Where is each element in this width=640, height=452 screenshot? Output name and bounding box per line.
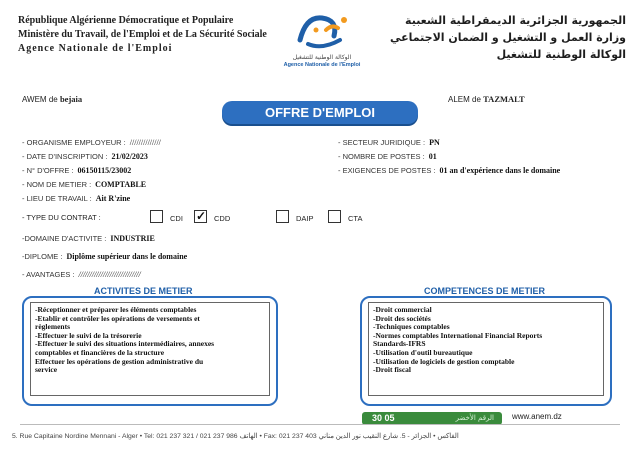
footer-address: 5. Rue Capitaine Nordine Mennani - Alger • Tel: 021 237 321 / 021 237 986 الهاتف • Fax: 021 237 403 الفاكس • الجزائر - 5. شارع النقيب نور الدين مناني bbox=[12, 433, 459, 440]
diplome-value: Diplôme supérieur dans le domaine bbox=[66, 252, 188, 261]
checkbox-cdi-label: CDI bbox=[170, 214, 183, 223]
awem-value: bejaia bbox=[59, 94, 83, 104]
diplome-label: -DIPLOME : bbox=[22, 252, 63, 261]
field-domaine bbox=[22, 234, 155, 243]
checkbox-cdi[interactable] bbox=[150, 210, 163, 223]
activite-line: service bbox=[35, 365, 58, 375]
nom-metier-label: - NOM DE METIER : bbox=[22, 180, 92, 189]
field-secteur bbox=[338, 138, 440, 147]
checkbox-daip-label: DAIP bbox=[296, 214, 314, 223]
anem-logo bbox=[272, 10, 372, 84]
field-lieu-travail bbox=[22, 194, 130, 203]
date-inscription-value: 21/02/2023 bbox=[111, 152, 148, 161]
awem-label: AWEM de bbox=[22, 95, 58, 104]
nom-metier-value: COMPTABLE bbox=[95, 180, 147, 189]
lieu-travail-value: Ait R'zine bbox=[95, 194, 131, 203]
checkbox-cta-label: CTA bbox=[348, 214, 363, 223]
green-number-label: الرقم الأخضر bbox=[455, 414, 494, 422]
field-nombre-postes bbox=[338, 152, 437, 161]
secteur-label: - SECTEUR JURIDIQUE : bbox=[338, 138, 426, 147]
competence-line: -Droit commercial bbox=[373, 305, 432, 314]
alem-label: ALEM de bbox=[448, 95, 481, 104]
organisme-value: ////////////// bbox=[129, 138, 161, 147]
field-exigences bbox=[338, 166, 560, 175]
alem-field bbox=[448, 94, 525, 104]
competence-line: -Utilisation d'outil bureautique bbox=[373, 347, 473, 357]
field-date-inscription bbox=[22, 152, 148, 161]
header-left-french bbox=[18, 14, 267, 56]
activite-line: -Etablir et contrôler les opérations de versements et bbox=[35, 313, 200, 323]
competence-line: -Utilisation de logiciels de gestion comptable bbox=[373, 356, 515, 366]
document-header bbox=[0, 0, 640, 82]
contract-type-label: - TYPE DU CONTRAT : bbox=[22, 213, 101, 222]
competences-title: COMPETENCES DE METIER bbox=[424, 286, 546, 296]
field-diplome bbox=[22, 252, 187, 261]
activites-title: ACTIVITES DE METIER bbox=[94, 286, 193, 296]
exigences-label: - EXIGENCES DE POSTES : bbox=[338, 166, 436, 175]
avantages-label: - AVANTAGES : bbox=[22, 270, 75, 279]
activite-line: comptables et financières de la structure bbox=[35, 347, 165, 357]
footer-divider bbox=[20, 424, 620, 425]
activite-line: -Effectuer le suivi des situations intermédiaires, annexes bbox=[35, 339, 215, 349]
anem-logo-icon bbox=[292, 10, 352, 54]
activite-line: règlements bbox=[35, 322, 70, 332]
date-inscription-label: - DATE D'INSCRIPTION : bbox=[22, 152, 108, 161]
field-nom-metier bbox=[22, 180, 146, 189]
competence-line: -Techniques comptables bbox=[373, 322, 450, 332]
organisme-label: - ORGANISME EMPLOYEUR : bbox=[22, 138, 126, 147]
header-agency-fr: Agence Nationale de l'Emploi bbox=[18, 43, 173, 54]
green-number: 30 05 bbox=[372, 413, 395, 423]
competence-line: -Normes comptables International Financial Reports bbox=[373, 330, 543, 340]
avantages-value: //////////////////////////// bbox=[78, 270, 141, 279]
website-link[interactable]: www.anem.dz bbox=[512, 412, 562, 421]
num-offre-label: - N° D'OFFRE : bbox=[22, 166, 74, 175]
checkbox-cdd[interactable] bbox=[194, 210, 207, 223]
checkbox-daip[interactable] bbox=[276, 210, 289, 223]
awem-field bbox=[22, 94, 82, 104]
activite-line: Effectuer les opérations de gestion administrative du bbox=[35, 356, 204, 366]
competence-line: Standards-IFRS bbox=[373, 339, 426, 349]
header-republic-ar: الجمهورية الجزائرية الديمقراطية الشعبية bbox=[405, 14, 626, 27]
field-num-offre bbox=[22, 166, 131, 175]
activites-box bbox=[22, 296, 278, 406]
field-avantages bbox=[22, 270, 141, 279]
header-agency-ar: الوكالة الوطنية للتشغيل bbox=[496, 48, 626, 61]
alem-value: TAZMALT bbox=[483, 94, 525, 104]
logo-text-french: Agence Nationale de l'Emploi bbox=[283, 62, 361, 68]
domaine-value: INDUSTRIE bbox=[110, 234, 155, 243]
field-organisme bbox=[22, 138, 161, 147]
header-republic-fr: République Algérienne Démocratique et Populaire bbox=[18, 15, 234, 26]
secteur-value: PN bbox=[429, 138, 440, 147]
header-ministry-ar: وزارة العمل و التشغيل و الضمان الاجتماعي bbox=[390, 31, 626, 44]
num-offre-value: 06150115/23002 bbox=[77, 166, 132, 175]
nombre-postes-label: - NOMBRE DE POSTES : bbox=[338, 152, 425, 161]
competences-box bbox=[360, 296, 612, 406]
activite-line: -Effectuer le suivi de la trésorerie bbox=[35, 330, 142, 340]
lieu-travail-label: - LIEU DE TRAVAIL : bbox=[22, 194, 92, 203]
domaine-label: -DOMAINE D'ACTIVITE : bbox=[22, 234, 107, 243]
checkbox-cdd-label: CDD bbox=[214, 214, 231, 223]
nombre-postes-value: 01 bbox=[428, 152, 437, 161]
exigences-value: 01 an d'expérience dans le domaine bbox=[439, 166, 561, 175]
offer-title-banner: OFFRE D'EMPLOI bbox=[222, 101, 418, 124]
competences-list bbox=[368, 302, 604, 396]
logo-text-arabic: الوكالة الوطنية للتشغيل bbox=[292, 54, 352, 61]
checkbox-cta[interactable] bbox=[328, 210, 341, 223]
competence-line: -Droit fiscal bbox=[373, 365, 411, 375]
competence-line: -Droit des sociétés bbox=[373, 313, 431, 323]
activite-line: -Réceptionner et préparer les éléments comptables bbox=[35, 305, 197, 314]
header-ministry-fr: Ministère du Travail, de l'Emploi et de La Sécurité Sociale bbox=[18, 29, 267, 40]
header-right-arabic bbox=[390, 12, 626, 63]
activites-list bbox=[30, 302, 270, 396]
